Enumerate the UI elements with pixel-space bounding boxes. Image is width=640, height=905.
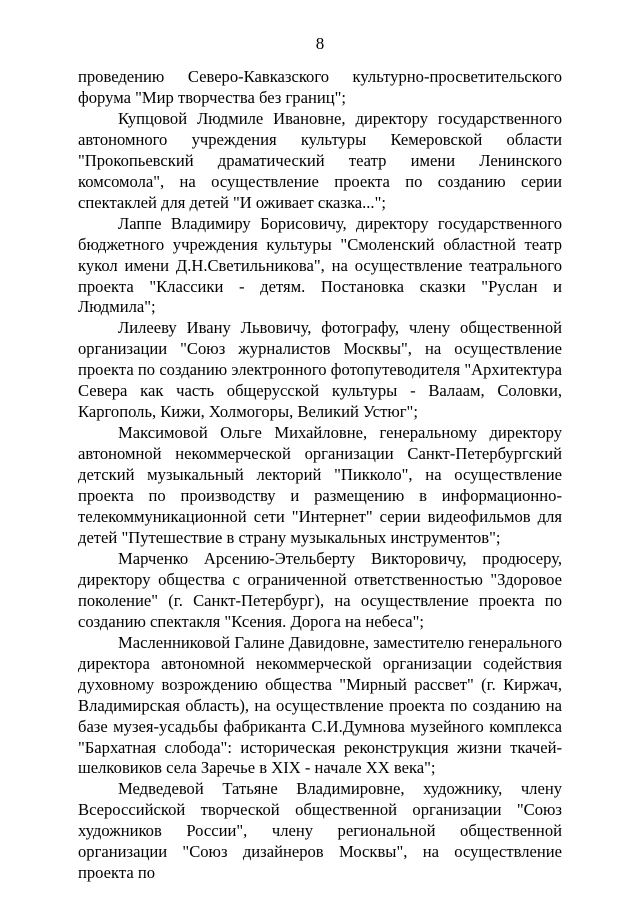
document-body xyxy=(78,67,562,884)
paragraph-marchenko: Марченко Арсению-Этельберту Викторовичу, продюсеру, директору общества с ограниченной ответственностью "Здоровое поколение" (г. Санкт-Петербург), на осуществление проекта по созданию спектакля "Ксения. Дорога на небеса"; xyxy=(78,548,562,631)
paragraph-maksimova: Максимовой Ольге Михайловне, генеральному директору автономной некоммерческой организации Санкт-Петербургский детский музыкальный лекторий "Пикколо", на осуществление проекта по производству и размещению в информационно-телекоммуникационной сети "Интернет" серии видеофильмов для детей "Путешествие в страну музыкальных инструментов"; xyxy=(78,423,562,547)
paragraph-maslennikova: Масленниковой Галине Давидовне, заместителю генерального директора автономной некоммерческой организации содействия духовному возрождению общества "Мирный рассвет" (г. Киржач, Владимирская область), на осуществление проекта по созданию на базе музея-усадьбы фабриканта С.И.Думнова музейного комплекса "Бархатная слобода": историческая реконструкция жизни ткачей-шелковиков села Заречье в XIX - начале XX века"; xyxy=(78,632,562,778)
paragraph-lileev: Лилееву Ивану Львовичу, фотографу, члену общественной организации "Союз журналистов Москвы", на осуществление проекта по созданию электронного фотопутеводителя "Архитектура Севера как часть общерусской культуры - Валаам, Соловки, Каргополь, Кижи, Холмогоры, Великий Устюг"; xyxy=(78,318,562,422)
paragraph-lappe: Лаппе Владимиру Борисовичу, директору государственного бюджетного учреждения культуры "Смоленский областной театр кукол имени Д.Н.Светильникова", на осуществление театрального проекта "Классики - детям. Постановка сказки "Руслан и Людмила"; xyxy=(78,213,562,317)
paragraph-forum-continuation: проведению Северо-Кавказского культурно-просветительского форума "Мир творчества без границ"; xyxy=(78,67,562,107)
paragraph-kuptsova: Купцовой Людмиле Ивановне, директору государственного автономного учреждения культуры Кемеровской области "Прокопьевский драматический театр имени Ленинского комсомола", на осуществление проекта по созданию серии спектаклей для детей "И оживает сказка..."; xyxy=(78,108,562,212)
page-number: 8 xyxy=(315,34,325,53)
paragraph-medvedeva: Медведевой Татьяне Владимировне, художнику, члену Всероссийской творческой общественной организации "Союз художников России", члену региональной общественной организации "Союз дизайнеров Москвы", на осуществление проекта по xyxy=(78,779,562,883)
